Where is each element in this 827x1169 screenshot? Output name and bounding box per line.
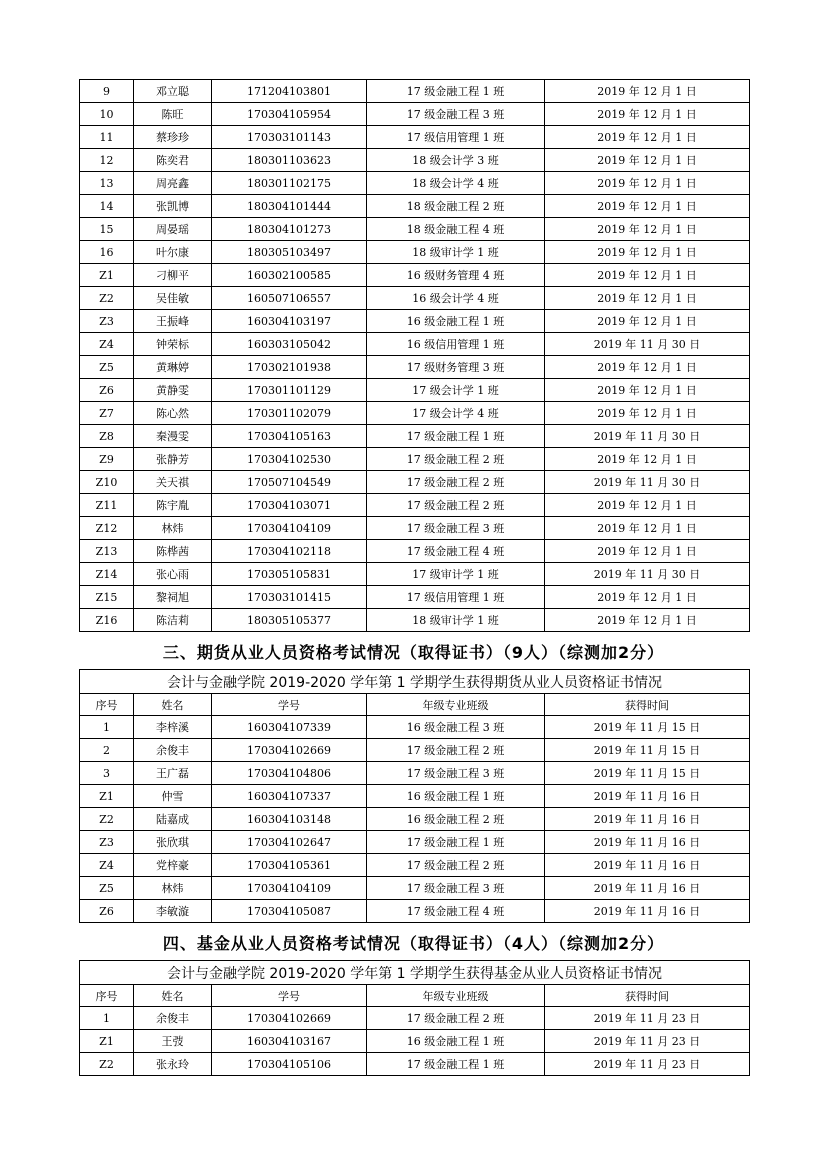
cell-class: 17 级金融工程 2 班 xyxy=(367,854,545,877)
cell-student-id: 180305103497 xyxy=(212,241,367,264)
cell-student-id: 170304105954 xyxy=(212,103,367,126)
cell-name: 周亮鑫 xyxy=(134,172,212,195)
cell-name: 林炜 xyxy=(134,877,212,900)
cell-class: 17 级金融工程 2 班 xyxy=(367,739,545,762)
cell-date: 2019 年 11 月 16 日 xyxy=(545,808,750,831)
cell-student-id: 170304104109 xyxy=(212,517,367,540)
table-row xyxy=(80,494,750,517)
cell-class: 17 级金融工程 1 班 xyxy=(367,80,545,103)
cell-index: Z1 xyxy=(80,785,134,808)
header-date: 获得时间 xyxy=(545,985,750,1007)
cell-name: 王广磊 xyxy=(134,762,212,785)
cell-name: 秦漫雯 xyxy=(134,425,212,448)
table-row xyxy=(80,264,750,287)
table-row xyxy=(80,425,750,448)
cell-index: 16 xyxy=(80,241,134,264)
cell-student-id: 170302101938 xyxy=(212,356,367,379)
cell-class: 18 级审计学 1 班 xyxy=(367,241,545,264)
cell-index: 1 xyxy=(80,716,134,739)
cell-class: 17 级会计学 4 班 xyxy=(367,402,545,425)
cell-index: 14 xyxy=(80,195,134,218)
cell-student-id: 170507104549 xyxy=(212,471,367,494)
cell-date: 2019 年 11 月 23 日 xyxy=(545,1053,750,1076)
table-caption: 会计与金融学院 2019-2020 学年第 1 学期学生获得期货从业人员资格证书情况 xyxy=(80,670,750,694)
cell-student-id: 180304101273 xyxy=(212,218,367,241)
cell-name: 陈桦茜 xyxy=(134,540,212,563)
table-row xyxy=(80,195,750,218)
cell-index: Z15 xyxy=(80,586,134,609)
cell-date: 2019 年 11 月 15 日 xyxy=(545,762,750,785)
cell-name: 陆嘉成 xyxy=(134,808,212,831)
cell-date: 2019 年 12 月 1 日 xyxy=(545,517,750,540)
cell-class: 17 级金融工程 1 班 xyxy=(367,425,545,448)
cell-student-id: 170304102669 xyxy=(212,739,367,762)
table-row xyxy=(80,241,750,264)
cell-index: Z1 xyxy=(80,1030,134,1053)
cell-class: 16 级金融工程 3 班 xyxy=(367,716,545,739)
cell-name: 吴佳敏 xyxy=(134,287,212,310)
cell-index: Z7 xyxy=(80,402,134,425)
cell-student-id: 170304105106 xyxy=(212,1053,367,1076)
cell-class: 18 级会计学 4 班 xyxy=(367,172,545,195)
cell-date: 2019 年 12 月 1 日 xyxy=(545,310,750,333)
cell-name: 张静芳 xyxy=(134,448,212,471)
cell-class: 18 级金融工程 4 班 xyxy=(367,218,545,241)
cell-date: 2019 年 11 月 16 日 xyxy=(545,831,750,854)
cell-student-id: 170301102079 xyxy=(212,402,367,425)
cell-student-id: 160304103148 xyxy=(212,808,367,831)
header-class: 年级专业班级 xyxy=(367,985,545,1007)
cell-name: 蔡珍珍 xyxy=(134,126,212,149)
cell-date: 2019 年 12 月 1 日 xyxy=(545,287,750,310)
cell-class: 17 级金融工程 2 班 xyxy=(367,448,545,471)
table-row xyxy=(80,540,750,563)
table-futures-certificates xyxy=(79,669,750,923)
cell-date: 2019 年 11 月 16 日 xyxy=(545,785,750,808)
cell-date: 2019 年 11 月 30 日 xyxy=(545,333,750,356)
cell-date: 2019 年 11 月 30 日 xyxy=(545,471,750,494)
cell-student-id: 160304107339 xyxy=(212,716,367,739)
table-row xyxy=(80,218,750,241)
cell-student-id: 170304103071 xyxy=(212,494,367,517)
cell-name: 林炜 xyxy=(134,517,212,540)
cell-class: 17 级信用管理 1 班 xyxy=(367,126,545,149)
table-caption: 会计与金融学院 2019-2020 学年第 1 学期学生获得基金从业人员资格证书情况 xyxy=(80,961,750,985)
cell-class: 17 级财务管理 3 班 xyxy=(367,356,545,379)
cell-student-id: 180304101444 xyxy=(212,195,367,218)
table-row xyxy=(80,103,750,126)
cell-index: Z6 xyxy=(80,900,134,923)
cell-student-id: 170303101415 xyxy=(212,586,367,609)
table-row xyxy=(80,586,750,609)
table-row xyxy=(80,149,750,172)
cell-name: 叶尔康 xyxy=(134,241,212,264)
section-title-fund: 四、基金从业人员资格考试情况（取得证书）（4人）（综测加2分） xyxy=(162,934,665,953)
cell-student-id: 180301103623 xyxy=(212,149,367,172)
table-row xyxy=(80,808,750,831)
cell-student-id: 170304104806 xyxy=(212,762,367,785)
cell-class: 17 级金融工程 3 班 xyxy=(367,517,545,540)
cell-index: 9 xyxy=(80,80,134,103)
cell-name: 陈心然 xyxy=(134,402,212,425)
cell-class: 18 级金融工程 2 班 xyxy=(367,195,545,218)
cell-name: 陈洁莉 xyxy=(134,609,212,632)
cell-date: 2019 年 12 月 1 日 xyxy=(545,218,750,241)
table-row xyxy=(80,900,750,923)
table-row xyxy=(80,448,750,471)
cell-student-id: 170303101143 xyxy=(212,126,367,149)
table-row xyxy=(80,379,750,402)
cell-student-id: 170304105163 xyxy=(212,425,367,448)
cell-class: 16 级金融工程 1 班 xyxy=(367,785,545,808)
cell-name: 余俊丰 xyxy=(134,739,212,762)
cell-date: 2019 年 11 月 23 日 xyxy=(545,1030,750,1053)
cell-student-id: 170304105087 xyxy=(212,900,367,923)
cell-name: 张心雨 xyxy=(134,563,212,586)
cell-name: 陈奕君 xyxy=(134,149,212,172)
cell-class: 16 级金融工程 1 班 xyxy=(367,1030,545,1053)
cell-name: 张永玲 xyxy=(134,1053,212,1076)
cell-student-id: 160304107337 xyxy=(212,785,367,808)
table-row xyxy=(80,333,750,356)
section-title-futures: 三、期货从业人员资格考试情况（取得证书）（9人）（综测加2分） xyxy=(162,643,665,662)
cell-date: 2019 年 12 月 1 日 xyxy=(545,241,750,264)
cell-index: Z6 xyxy=(80,379,134,402)
cell-name: 余俊丰 xyxy=(134,1007,212,1030)
cell-date: 2019 年 11 月 16 日 xyxy=(545,900,750,923)
cell-student-id: 171204103801 xyxy=(212,80,367,103)
cell-date: 2019 年 12 月 1 日 xyxy=(545,264,750,287)
table-row xyxy=(80,716,750,739)
table-row xyxy=(80,1007,750,1030)
cell-index: 3 xyxy=(80,762,134,785)
table-row xyxy=(80,517,750,540)
header-student-id: 学号 xyxy=(212,694,367,716)
cell-name: 党梓豪 xyxy=(134,854,212,877)
cell-name: 王振峰 xyxy=(134,310,212,333)
cell-student-id: 170304105361 xyxy=(212,854,367,877)
cell-index: Z8 xyxy=(80,425,134,448)
cell-date: 2019 年 11 月 15 日 xyxy=(545,716,750,739)
cell-index: Z11 xyxy=(80,494,134,517)
cell-name: 王弢 xyxy=(134,1030,212,1053)
cell-index: Z13 xyxy=(80,540,134,563)
header-date: 获得时间 xyxy=(545,694,750,716)
table-certificates-continued xyxy=(79,79,750,632)
cell-date: 2019 年 11 月 30 日 xyxy=(545,563,750,586)
cell-date: 2019 年 12 月 1 日 xyxy=(545,379,750,402)
cell-student-id: 160507106557 xyxy=(212,287,367,310)
cell-index: Z14 xyxy=(80,563,134,586)
header-student-id: 学号 xyxy=(212,985,367,1007)
cell-class: 18 级会计学 3 班 xyxy=(367,149,545,172)
table-body xyxy=(80,80,750,632)
cell-class: 17 级金融工程 4 班 xyxy=(367,900,545,923)
cell-name: 黄静雯 xyxy=(134,379,212,402)
cell-class: 17 级金融工程 1 班 xyxy=(367,1053,545,1076)
cell-date: 2019 年 12 月 1 日 xyxy=(545,402,750,425)
cell-index: Z10 xyxy=(80,471,134,494)
table-row xyxy=(80,1053,750,1076)
cell-student-id: 160303105042 xyxy=(212,333,367,356)
table-row xyxy=(80,1030,750,1053)
header-name: 姓名 xyxy=(134,985,212,1007)
table-row xyxy=(80,172,750,195)
header-name: 姓名 xyxy=(134,694,212,716)
cell-class: 17 级金融工程 4 班 xyxy=(367,540,545,563)
cell-date: 2019 年 12 月 1 日 xyxy=(545,609,750,632)
table-row xyxy=(80,356,750,379)
cell-student-id: 180305105377 xyxy=(212,609,367,632)
cell-index: 12 xyxy=(80,149,134,172)
cell-date: 2019 年 12 月 1 日 xyxy=(545,356,750,379)
cell-index: Z2 xyxy=(80,287,134,310)
cell-class: 17 级金融工程 2 班 xyxy=(367,494,545,517)
table-row xyxy=(80,80,750,103)
cell-name: 张欣琪 xyxy=(134,831,212,854)
cell-date: 2019 年 11 月 23 日 xyxy=(545,1007,750,1030)
cell-name: 钟荣标 xyxy=(134,333,212,356)
cell-index: Z1 xyxy=(80,264,134,287)
cell-index: Z16 xyxy=(80,609,134,632)
cell-student-id: 170304102118 xyxy=(212,540,367,563)
cell-index: 1 xyxy=(80,1007,134,1030)
cell-class: 16 级财务管理 4 班 xyxy=(367,264,545,287)
cell-class: 17 级金融工程 1 班 xyxy=(367,831,545,854)
cell-student-id: 170304102530 xyxy=(212,448,367,471)
cell-name: 陈旺 xyxy=(134,103,212,126)
cell-student-id: 170305105831 xyxy=(212,563,367,586)
cell-index: 13 xyxy=(80,172,134,195)
cell-student-id: 170304104109 xyxy=(212,877,367,900)
cell-name: 陈宇胤 xyxy=(134,494,212,517)
cell-date: 2019 年 12 月 1 日 xyxy=(545,126,750,149)
table-row xyxy=(80,762,750,785)
cell-index: Z12 xyxy=(80,517,134,540)
table-body xyxy=(80,961,750,1076)
cell-date: 2019 年 12 月 1 日 xyxy=(545,494,750,517)
cell-index: Z2 xyxy=(80,808,134,831)
table-row xyxy=(80,402,750,425)
cell-date: 2019 年 11 月 30 日 xyxy=(545,425,750,448)
cell-class: 18 级审计学 1 班 xyxy=(367,609,545,632)
cell-class: 17 级审计学 1 班 xyxy=(367,563,545,586)
cell-date: 2019 年 11 月 16 日 xyxy=(545,854,750,877)
table-row xyxy=(80,563,750,586)
cell-date: 2019 年 11 月 15 日 xyxy=(545,739,750,762)
cell-student-id: 170304102647 xyxy=(212,831,367,854)
cell-class: 17 级会计学 1 班 xyxy=(367,379,545,402)
table-row xyxy=(80,831,750,854)
table-row xyxy=(80,471,750,494)
cell-student-id: 170301101129 xyxy=(212,379,367,402)
table-body xyxy=(80,670,750,923)
table-row xyxy=(80,877,750,900)
cell-index: 11 xyxy=(80,126,134,149)
cell-index: Z4 xyxy=(80,854,134,877)
cell-name: 黄琳婷 xyxy=(134,356,212,379)
cell-index: 10 xyxy=(80,103,134,126)
cell-student-id: 180301102175 xyxy=(212,172,367,195)
cell-class: 16 级金融工程 2 班 xyxy=(367,808,545,831)
cell-name: 李梓溪 xyxy=(134,716,212,739)
cell-name: 周晏瑶 xyxy=(134,218,212,241)
cell-date: 2019 年 12 月 1 日 xyxy=(545,172,750,195)
cell-date: 2019 年 12 月 1 日 xyxy=(545,103,750,126)
cell-date: 2019 年 12 月 1 日 xyxy=(545,195,750,218)
cell-name: 邓立聪 xyxy=(134,80,212,103)
table-fund-certificates xyxy=(79,960,750,1076)
cell-name: 关天祺 xyxy=(134,471,212,494)
cell-date: 2019 年 12 月 1 日 xyxy=(545,540,750,563)
cell-index: Z9 xyxy=(80,448,134,471)
cell-index: Z5 xyxy=(80,356,134,379)
cell-name: 李敏漩 xyxy=(134,900,212,923)
cell-class: 17 级金融工程 3 班 xyxy=(367,762,545,785)
cell-date: 2019 年 12 月 1 日 xyxy=(545,448,750,471)
cell-class: 17 级金融工程 3 班 xyxy=(367,103,545,126)
cell-date: 2019 年 12 月 1 日 xyxy=(545,586,750,609)
header-class: 年级专业班级 xyxy=(367,694,545,716)
cell-date: 2019 年 12 月 1 日 xyxy=(545,149,750,172)
table-row xyxy=(80,854,750,877)
cell-index: Z3 xyxy=(80,310,134,333)
cell-class: 17 级金融工程 2 班 xyxy=(367,1007,545,1030)
header-index: 序号 xyxy=(80,694,134,716)
cell-name: 张凯博 xyxy=(134,195,212,218)
table-row xyxy=(80,739,750,762)
table-row xyxy=(80,609,750,632)
cell-date: 2019 年 12 月 1 日 xyxy=(545,80,750,103)
cell-student-id: 160304103167 xyxy=(212,1030,367,1053)
cell-index: Z4 xyxy=(80,333,134,356)
table-row xyxy=(80,126,750,149)
cell-student-id: 160304103197 xyxy=(212,310,367,333)
cell-student-id: 170304102669 xyxy=(212,1007,367,1030)
cell-student-id: 160302100585 xyxy=(212,264,367,287)
table-row xyxy=(80,785,750,808)
cell-index: 15 xyxy=(80,218,134,241)
table-row xyxy=(80,310,750,333)
cell-class: 16 级会计学 4 班 xyxy=(367,287,545,310)
cell-name: 刁柳平 xyxy=(134,264,212,287)
cell-index: Z2 xyxy=(80,1053,134,1076)
cell-index: Z3 xyxy=(80,831,134,854)
cell-index: 2 xyxy=(80,739,134,762)
cell-index: Z5 xyxy=(80,877,134,900)
cell-class: 16 级金融工程 1 班 xyxy=(367,310,545,333)
cell-class: 17 级金融工程 3 班 xyxy=(367,877,545,900)
table-row xyxy=(80,287,750,310)
cell-class: 16 级信用管理 1 班 xyxy=(367,333,545,356)
header-index: 序号 xyxy=(80,985,134,1007)
cell-date: 2019 年 11 月 16 日 xyxy=(545,877,750,900)
cell-name: 黎祠旭 xyxy=(134,586,212,609)
cell-class: 17 级金融工程 2 班 xyxy=(367,471,545,494)
cell-name: 仲雪 xyxy=(134,785,212,808)
cell-class: 17 级信用管理 1 班 xyxy=(367,586,545,609)
